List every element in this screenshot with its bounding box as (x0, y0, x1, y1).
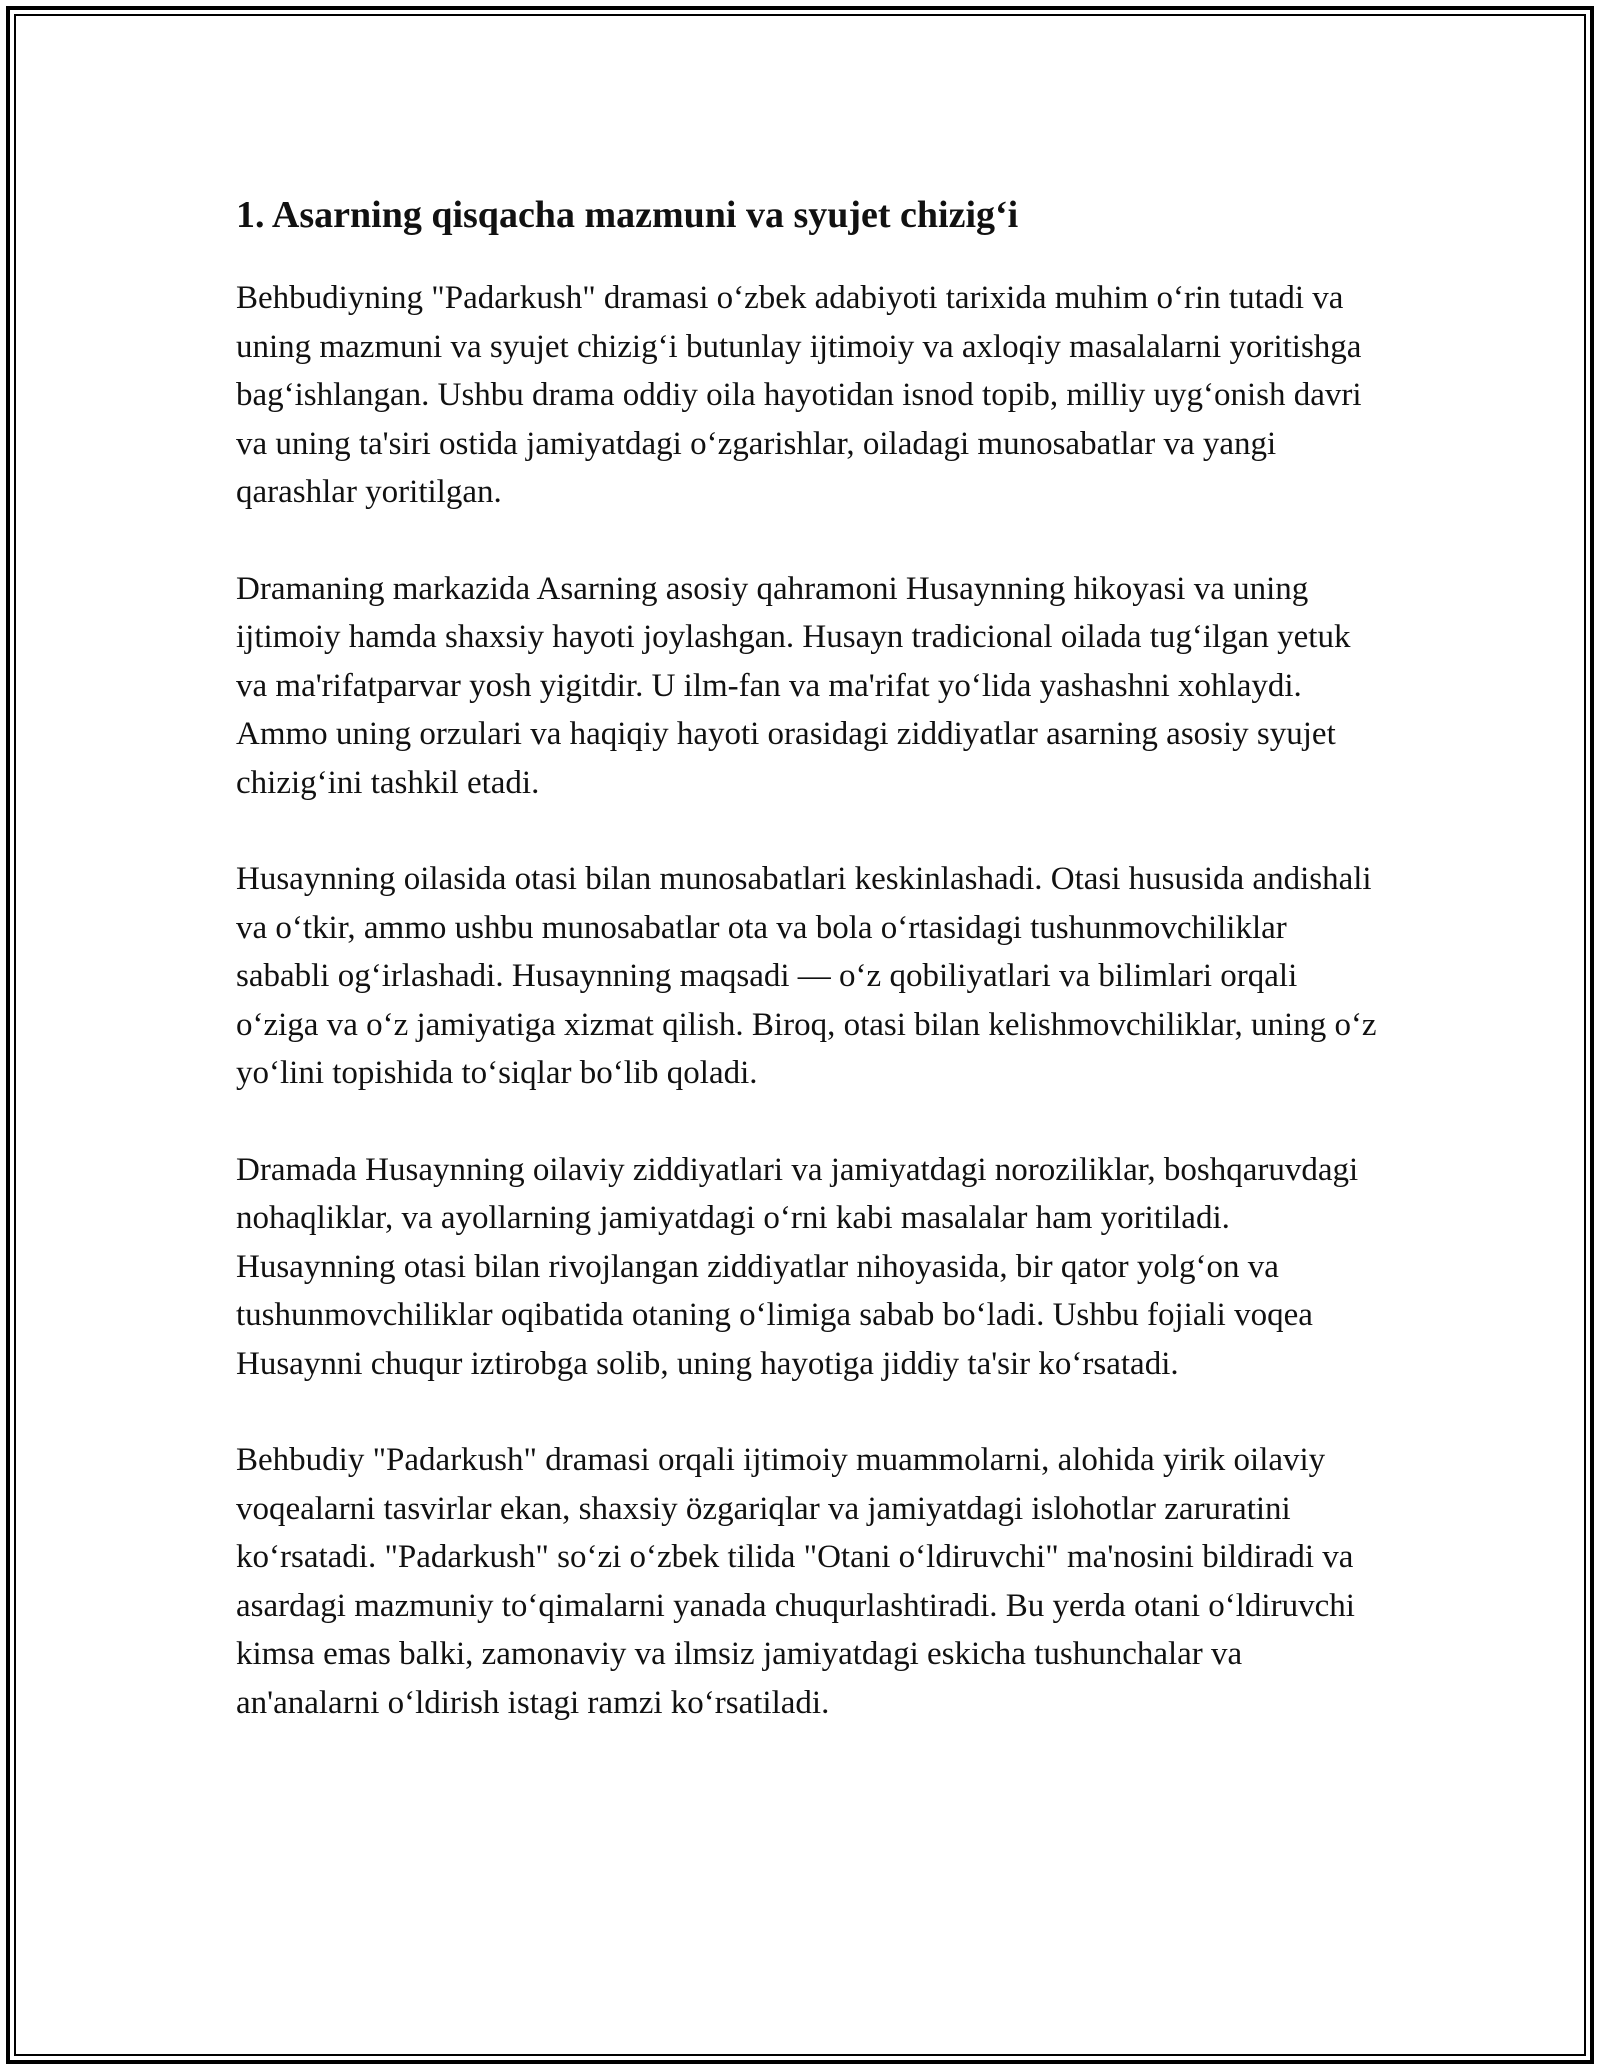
paragraph-3: Husaynning oilasida otasi bilan munosabatlari keskinlashadi. Otasi hususida andishali va o‘tkir, ammo ushbu munosabatlar ota va bola o‘rtasidagi tushunmovchiliklar sababli og‘irlashadi. Husaynning maqsadi — o‘z qobiliyatlari va bilimlari orqali o‘ziga va o‘z jamiyatiga xizmat qilish. Biroq, otasi bilan kelishmovchiliklar, uning o‘z yo‘lini topishida to‘siqlar bo‘lib qoladi. (236, 861, 1377, 1091)
paragraph-1: Behbudiyning "Padarkush" dramasi o‘zbek adabiyoti tarixida muhim o‘rin tutadi va uning mazmuni va syujet chizig‘i butunlay ijtimoiy va axloqiy masalalarni yoritishga bag‘ishlangan. Ushbu drama oddiy oila hayotidan isnod topib, milliy uyg‘onish davri va uning ta'siri ostida jamiyatdagi o‘zgarishlar, oiladagi munosabatlar va yangi qarashlar yoritilgan. (236, 280, 1362, 510)
paragraph-5: Behbudiy "Padarkush" dramasi orqali ijtimoiy muammolarni, alohida yirik oilaviy voqealarni tasvirlar ekan, shaxsiy özgariqlar va jamiyatdagi islohotlar zaruratini ko‘rsatadi. "Padarkush" so‘zi o‘zbek tilida "Otani o‘ldiruvchi" ma'nosini bildiradi va asardagi mazmuniy to‘qimalarni yanada chuqurlashtiradi. Bu yerda otani o‘ldiruvchi kimsa emas balki, zamonaviy va ilmsiz jamiyatdagi eskicha tushunchalar va an'analarni o‘ldirish istagi ramzi ko‘rsatiladi. (236, 1442, 1355, 1721)
section-heading: 1. Asarning qisqacha mazmuni va syujet chizig‘i (236, 194, 1019, 236)
document-body (236, 186, 1386, 1775)
paragraph-2: Dramaning markazida Asarning asosiy qahramoni Husaynning hikoyasi va uning ijtimoiy hamda shaxsiy hayoti joylashgan. Husayn tradicional oilada tug‘ilgan yetuk va ma'rifatparvar yosh yigitdir. U ilm-fan va ma'rifat yo‘lida yashashni xohlaydi. Ammo uning orzulari va haqiqiy hayoti orasidagi ziddiyatlar asarning asosiy syujet chizig‘ini tashkil etadi. (236, 570, 1351, 801)
paragraph-4: Dramada Husaynning oilaviy ziddiyatlari va jamiyatdagi noroziliklar, boshqaruvdagi nohaqliklar, va ayollarning jamiyatdagi o‘rni kabi masalalar ham yoritiladi. Husaynning otasi bilan rivojlangan ziddiyatlar nihoyasida, bir qator yolg‘on va tushunmovchiliklar oqibatida otaning o‘limiga sabab bo‘ladi. Ushbu fojiali voqea Husaynni chuqur iztirobga solib, uning hayotiga jiddiy ta'sir ko‘rsatadi. (236, 1151, 1359, 1382)
